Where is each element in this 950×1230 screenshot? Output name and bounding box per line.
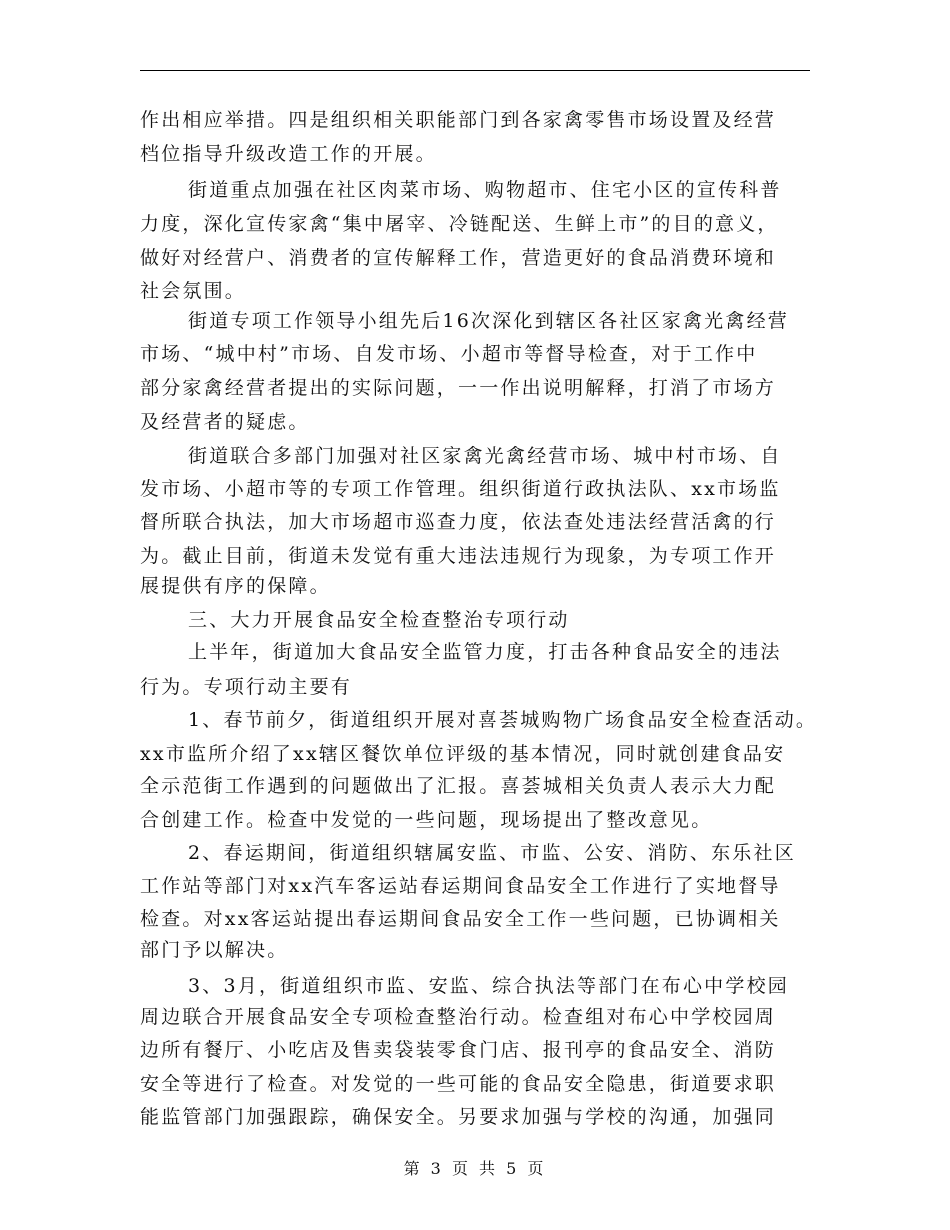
text-line: 3、3月，街道组织市监、安监、综合执法等部门在布心中学校园 (188, 975, 789, 997)
text-line: 督所联合执法，加大市场超市巡查力度，依法查处违法经营活禽的行 (140, 511, 777, 533)
section-heading: 三、大力开展食品安全检查整治专项行动 (188, 609, 570, 631)
text-line: 安全等进行了检查。对发觉的一些可能的食品安全隐患，街道要求职 (140, 1073, 777, 1095)
text-line: 合创建工作。检查中发觉的一些问题，现场提出了整改意见。 (140, 809, 713, 831)
text-line: 1、春节前夕，街道组织开展对喜荟城购物广场食品安全检查活动。 (188, 709, 818, 731)
text-line: 行为。专项行动主要有 (140, 676, 353, 698)
text-line: 部分家禽经营者提出的实际问题，一一作出说明解释，打消了市场方 (140, 377, 777, 399)
text-line: 展提供有序的保障。 (140, 575, 331, 597)
text-line: xx市监所介绍了xx辖区餐饮单位评级的基本情况，同时就创建食品安 (140, 743, 786, 765)
text-line: 发市场、小超市等的专项工作管理。组织街道行政执法队、xx市场监 (140, 478, 781, 500)
text-line: 市场、“城中村”市场、自发市场、小超市等督导检查，对于工作中 (140, 343, 758, 365)
text-line: 工作站等部门对xx汽车客运站春运期间食品安全工作进行了实地督导 (140, 875, 781, 897)
text-line: 边所有餐厅、小吃店及售卖袋装零食门店、报刊亭的食品安全、消防 (140, 1039, 777, 1061)
text-line: 及经营者的疑虑。 (140, 411, 310, 433)
text-line: 社会氛围。 (140, 280, 247, 302)
text-line: 作出相应举措。四是组织相关职能部门到各家禽零售市场设置及经营 (140, 109, 777, 131)
text-line: 全示范街工作遇到的问题做出了汇报。喜荟城相关负责人表示大力配 (140, 775, 777, 797)
text-line: 街道重点加强在社区肉菜市场、购物超市、住宅小区的宣传科普 (188, 179, 782, 201)
text-line: 部门予以解决。 (140, 939, 289, 961)
text-line: 街道专项工作领导小组先后16次深化到辖区各社区家禽光禽经营 (188, 310, 789, 332)
text-line: 能监管部门加强跟踪，确保安全。另要求加强与学校的沟通，加强同 (140, 1106, 777, 1128)
text-line: 力度，深化宣传家禽“集中屠宰、冷链配送、生鲜上市”的目的意义， (140, 213, 779, 235)
text-line: 档位指导升级改造工作的开展。 (140, 143, 437, 165)
text-line: 2、春运期间，街道组织辖属安监、市监、公安、消防、东乐社区 (188, 842, 796, 864)
text-line: 检查。对xx客运站提出春运期间食品安全工作一些问题，已协调相关 (140, 908, 781, 930)
text-line: 做好对经营户、消费者的宣传解释工作，营造更好的食品消费环境和 (140, 247, 777, 269)
text-line: 周边联合开展食品安全专项检查整治行动。检查组对布心中学校园周 (140, 1006, 777, 1028)
page-number-footer: 第 3 页 共 5 页 (403, 1159, 547, 1178)
text-line: 为。截止目前，街道未发觉有重大违法违规行为现象，为专项工作开 (140, 545, 777, 567)
text-line: 上半年，街道加大食品安全监管力度，打击各种食品安全的违法 (188, 641, 782, 663)
text-line: 街道联合多部门加强对社区家禽光禽经营市场、城中村市场、自 (188, 445, 782, 467)
header-rule (140, 70, 810, 71)
